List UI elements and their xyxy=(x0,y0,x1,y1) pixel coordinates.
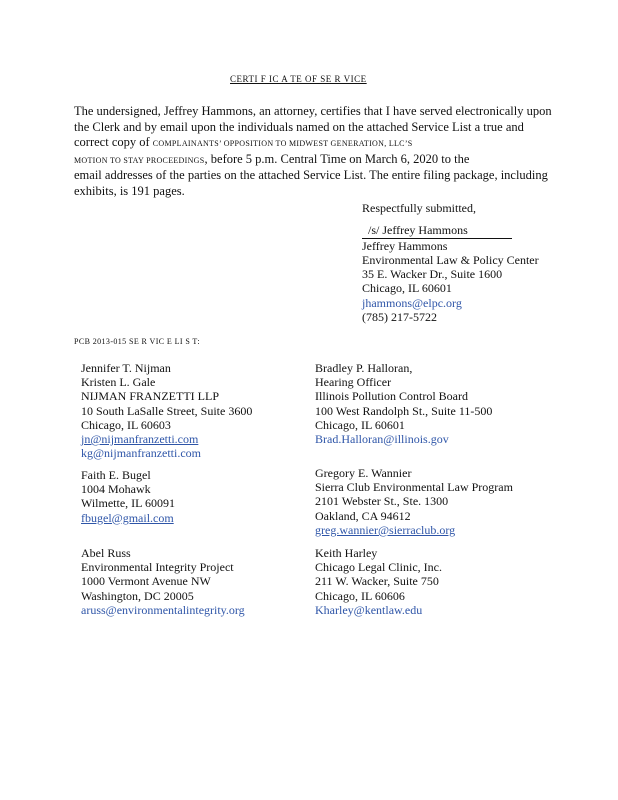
service-entry xyxy=(81,361,252,460)
entry-line: Keith Harley xyxy=(315,546,378,560)
motion-title-caps: MOTION TO STAY PROCEEDINGS xyxy=(74,155,205,165)
entry-line: Faith E. Bugel xyxy=(81,468,151,482)
entry-line: Illinois Pollution Control Board xyxy=(315,389,469,404)
entry-line: NIJMAN FRANZETTI LLP xyxy=(81,389,219,404)
entry-line: Environmental Integrity Project xyxy=(81,560,234,575)
motion-title-caps: COMPLAINANTS’ OPPOSITION TO MIDWEST GENERATION, LLC’S xyxy=(152,139,413,148)
entry-line: 2101 Webster St., Ste. 1300 xyxy=(315,494,449,509)
entry-line: Gregory E. Wannier xyxy=(315,466,412,480)
entry-line: 1004 Mohawk xyxy=(81,482,151,497)
signer-email-link[interactable]: jhammons@elpc.org xyxy=(362,295,462,310)
entry-line: Wilmette, IL 60091 xyxy=(81,496,176,511)
signer-city: Chicago, IL 60601 xyxy=(362,281,452,296)
entry-line: 1000 Vermont Avenue NW xyxy=(81,574,211,589)
body-line: email addresses of the parties on the attached Service List. The entire filing package, including xyxy=(74,168,548,182)
entry-line: Chicago, IL 60606 xyxy=(315,588,405,603)
entry-line: Abel Russ xyxy=(81,546,131,560)
entry-line: Chicago, IL 60601 xyxy=(315,417,405,432)
email-link[interactable]: Kharley@kentlaw.edu xyxy=(315,602,423,617)
signature-block xyxy=(362,201,539,324)
entry-line: Hearing Officer xyxy=(315,375,392,390)
signer-phone: (785) 217-5722 xyxy=(362,310,437,325)
service-entry xyxy=(81,468,175,525)
email-link[interactable]: fbugel@gmail.com xyxy=(81,510,174,525)
email-link[interactable]: Brad.Halloran@illinois.gov xyxy=(315,432,449,447)
body-line xyxy=(74,135,554,152)
service-entry xyxy=(315,466,513,537)
body-line xyxy=(74,152,554,169)
service-entry xyxy=(315,546,442,617)
signer-org: Environmental Law & Policy Center xyxy=(362,252,539,267)
entry-line: Sierra Club Environmental Law Program xyxy=(315,480,513,495)
entry-line: Chicago Legal Clinic, Inc. xyxy=(315,560,442,575)
entry-line: Kristen L. Gale xyxy=(81,375,156,390)
entry-line: 100 West Randolph St., Suite 11-500 xyxy=(315,403,493,418)
email-link[interactable]: aruss@environmentalintegrity.org xyxy=(81,602,245,617)
email-link[interactable]: jn@nijmanfranzetti.com xyxy=(81,432,199,447)
body-line: the Clerk and by email upon the individuals named on the attached Service List a true and xyxy=(74,119,524,134)
entry-line: Chicago, IL 60603 xyxy=(81,417,171,432)
closing: Respectfully submitted, xyxy=(362,201,476,215)
entry-line: 10 South LaSalle Street, Suite 3600 xyxy=(81,403,253,418)
certificate-body xyxy=(74,104,554,199)
service-list-title: PCB 2013-015 SE R VIC E LI S T: xyxy=(74,337,200,346)
email-link[interactable]: greg.wannier@sierraclub.org xyxy=(315,522,456,537)
email-link[interactable]: kg@nijmanfranzetti.com xyxy=(81,446,202,461)
entry-line: Washington, DC 20005 xyxy=(81,588,194,603)
signature-line xyxy=(362,223,512,238)
service-entry xyxy=(315,361,492,446)
body-line: The undersigned, Jeffrey Hammons, an attorney, certifies that I have served electronically upon xyxy=(74,104,552,118)
entry-line: Oakland, CA 94612 xyxy=(315,508,411,523)
signer-name: Jeffrey Hammons xyxy=(362,238,448,253)
entry-line: Bradley P. Halloran, xyxy=(315,361,413,375)
entry-line: Jennifer T. Nijman xyxy=(81,361,171,375)
body-text: correct copy of xyxy=(74,135,150,149)
body-text: , before 5 p.m. Central Time on March 6, 2020 to the xyxy=(204,151,470,166)
service-entry xyxy=(81,546,245,617)
body-line: exhibits, is 191 pages. xyxy=(74,183,185,198)
signer-street: 35 E. Wacker Dr., Suite 1600 xyxy=(362,267,503,282)
e-signature: /s/ Jeffrey Hammons xyxy=(368,223,468,238)
entry-line: 211 W. Wacker, Suite 750 xyxy=(315,574,439,589)
certificate-title: CERTI F IC A TE OF SE R VICE xyxy=(230,74,367,84)
